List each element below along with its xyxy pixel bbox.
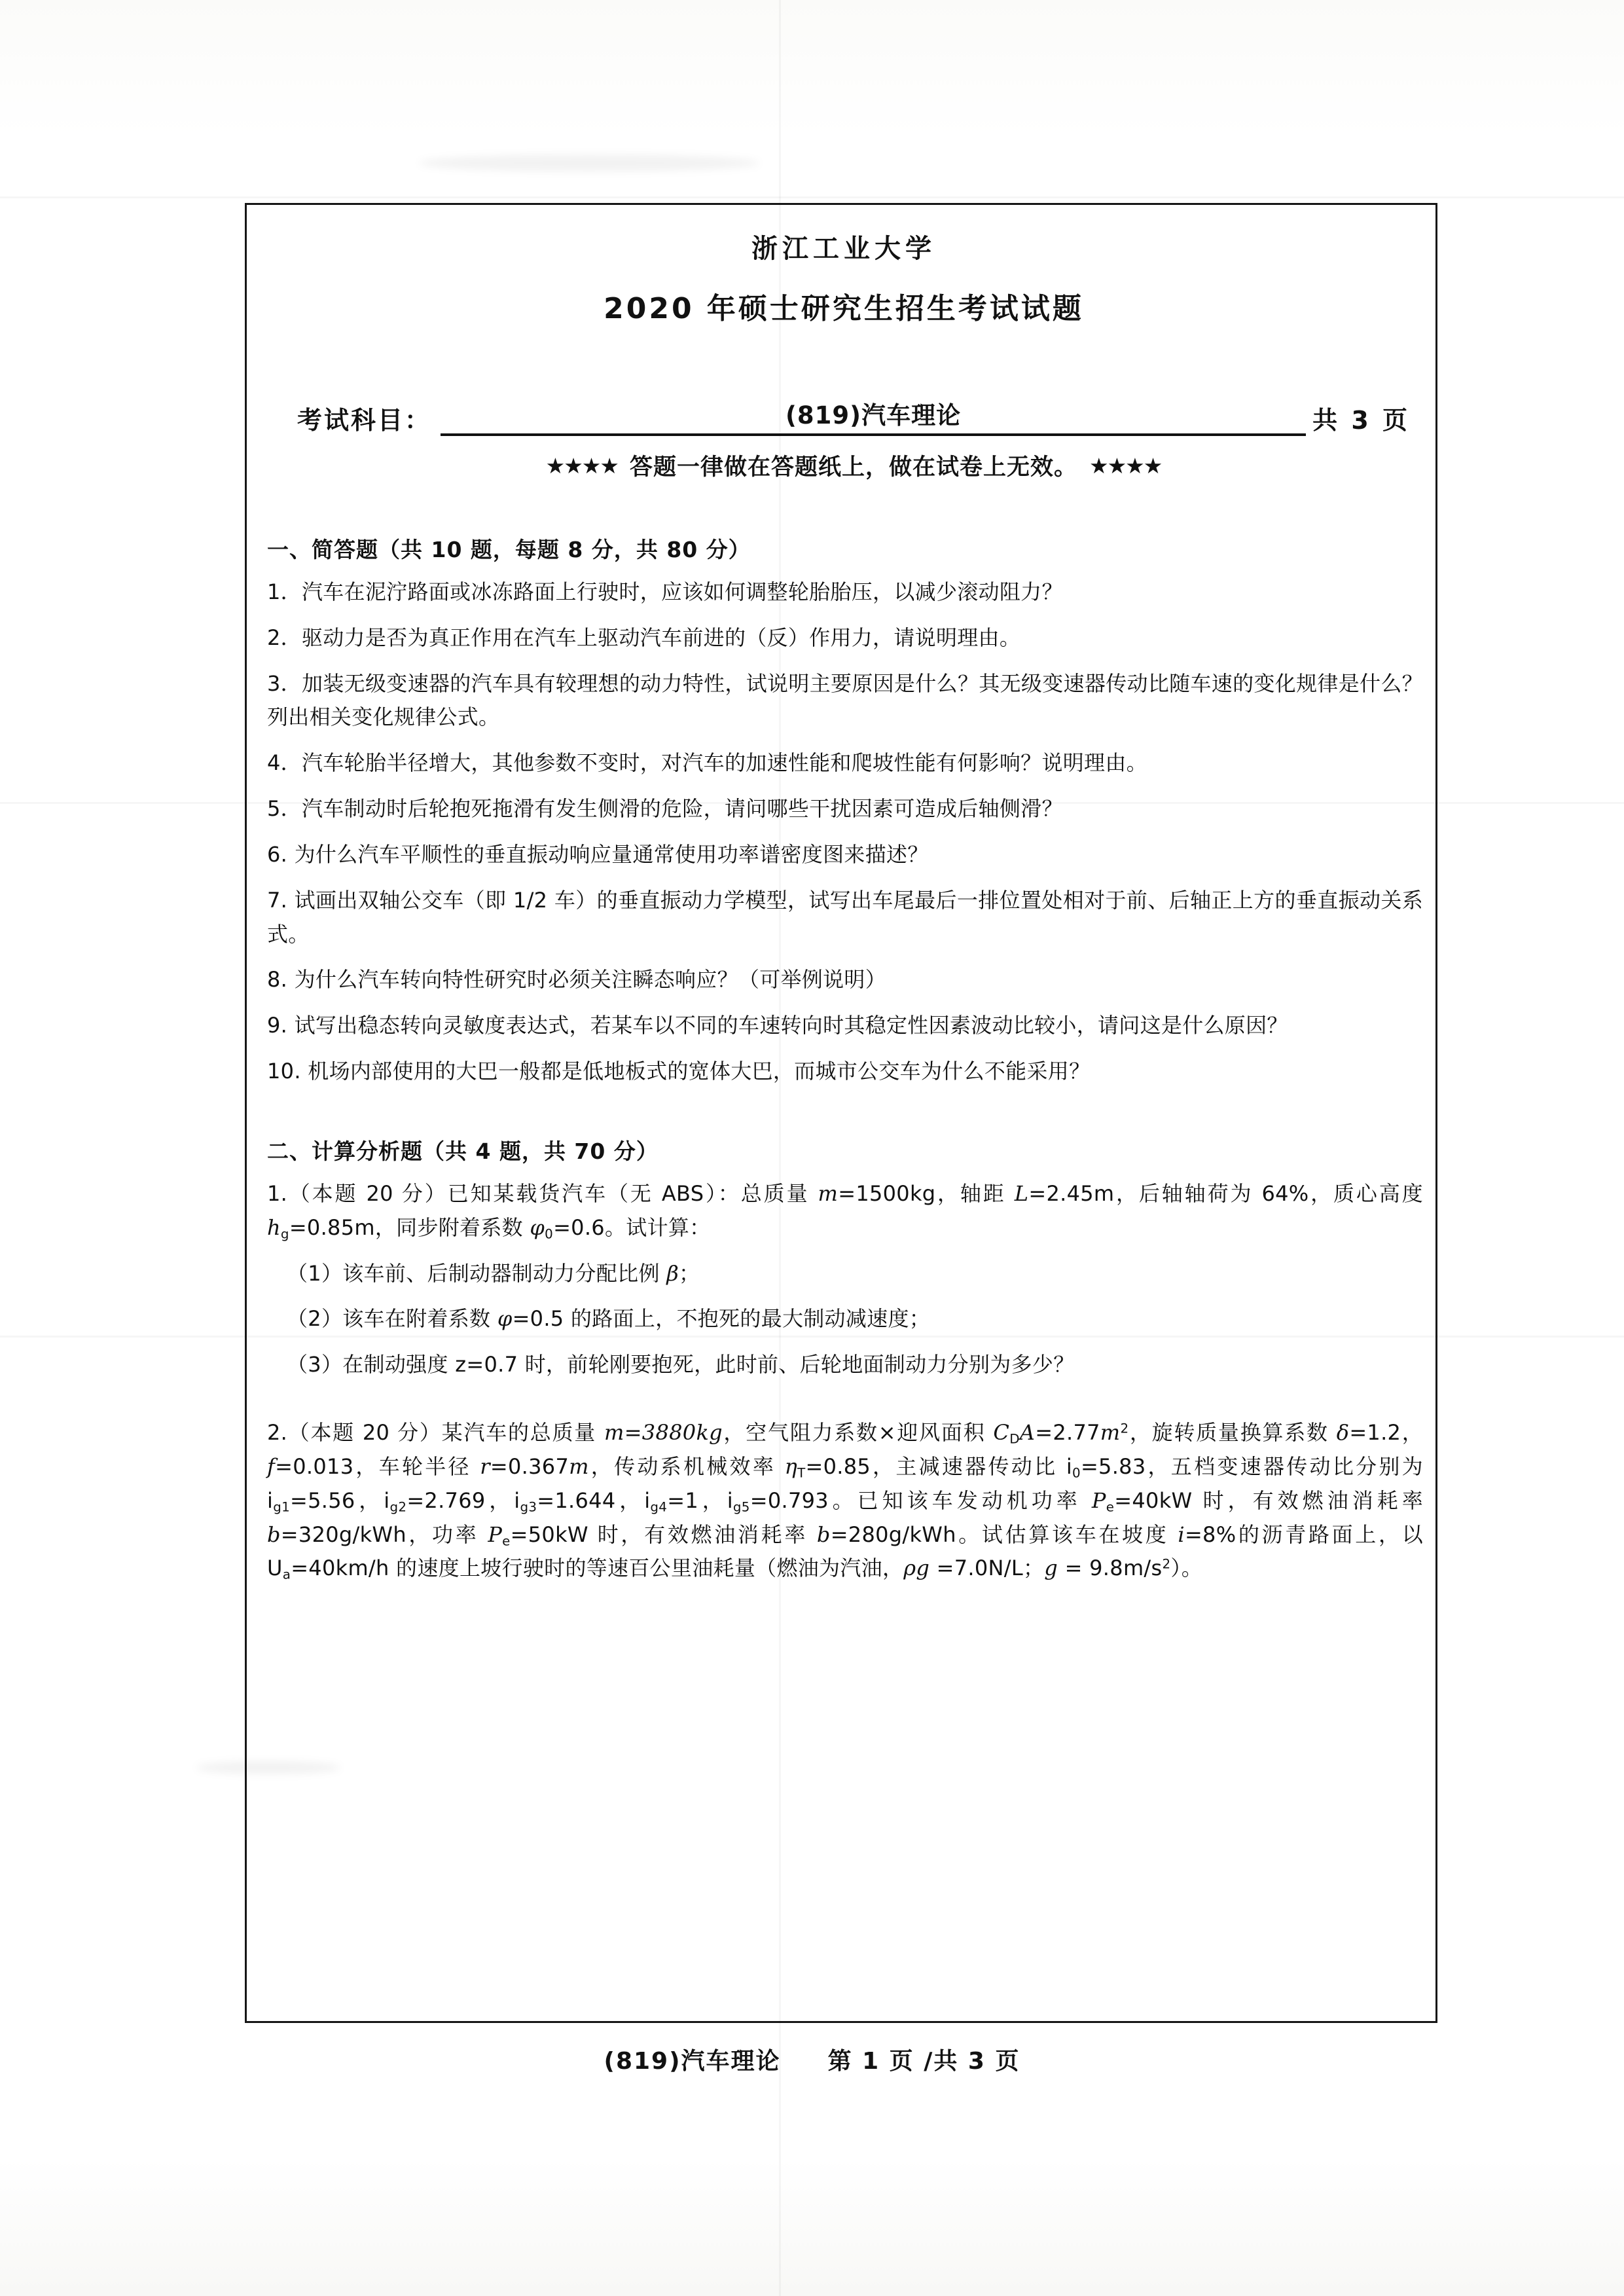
- p1-val-m: =1500kg，轴距: [838, 1180, 1015, 1206]
- p2-val-ig4: =1，i: [667, 1487, 733, 1513]
- p2-val-i0: =5.83，五档变速器传动比分别为 i: [267, 1453, 1423, 1513]
- page-footer: [0, 2043, 1624, 2076]
- p2-sub-D: D: [1009, 1431, 1020, 1447]
- p2-unit-m3: m: [569, 1453, 589, 1479]
- p2-tail: ）。: [1170, 1556, 1202, 1581]
- p1-i2-post: =0.5 的路面上，不抱死的最大制动减速度；: [512, 1306, 931, 1332]
- total-pages-label: 共 3 页: [1312, 406, 1410, 435]
- scan-smudge: [419, 155, 759, 172]
- question-item: 4．汽车轮胎半径增大，其他参数不变时，对汽车的加速性能和爬坡性能有何影响？说明理由。: [267, 750, 1147, 776]
- p1-i1-pre: （1）该车前、后制动器制动力分配比例: [287, 1260, 667, 1286]
- p2-sym-f: f: [267, 1453, 276, 1479]
- problem-1-item-2: [264, 1302, 1423, 1336]
- question-item: 8. 为什么汽车转向特性研究时必须关注瞬态响应？（可举例说明）: [267, 967, 887, 993]
- p2-val-Ua: =40km/h 的速度上坡行驶时的等速百公里油耗量（燃油为汽油，: [291, 1556, 904, 1581]
- footer-page-number: 第 1 页 /共 3 页: [827, 2048, 1020, 2075]
- p2-sym-i: i: [1178, 1522, 1185, 1547]
- question-item: 3．加装无级变速器的汽车具有较理想的动力特性，试说明主要原因是什么？其无级变速器传动比随车速的变化规律是什么？列出相关变化规律公式。: [267, 670, 1423, 730]
- p1-i1-sym: β: [666, 1260, 679, 1286]
- p2-sub-i0: 0: [1072, 1465, 1081, 1481]
- p1-val-phi0: =0.6。试计算：: [553, 1214, 711, 1240]
- university-name: 浙江工业大学: [751, 234, 936, 264]
- p2-sym-CD: C: [993, 1420, 1010, 1446]
- p2-sub-e2: e: [502, 1533, 511, 1549]
- p1-sub-0: 0: [545, 1226, 554, 1242]
- p1-sym-L: L: [1014, 1180, 1029, 1206]
- p2-sym-m: m: [604, 1420, 624, 1446]
- problem-2-stem: [264, 1416, 1423, 1586]
- p2-sym-eta: η: [784, 1453, 798, 1479]
- p2-sub-ig5: g5: [732, 1499, 750, 1515]
- exam-title: 2020 年硕士研究生招生考试试题: [604, 292, 1084, 325]
- spacer: [264, 1382, 1423, 1404]
- p2-val-f: =0.013，车轮半径: [275, 1453, 480, 1479]
- p2-val-ig1: =5.56，i: [290, 1487, 390, 1513]
- p2-text-2: ，空气阻力系数×迎风面积: [722, 1420, 994, 1446]
- star-decoration-left: ★★★★: [545, 452, 618, 479]
- p1-text-a: 1.（本题 20 分）已知某载货汽车（无 ABS）：总质量: [267, 1180, 818, 1206]
- question-item: 7. 试画出双轴公交车（即 1/2 车）的垂直振动力学模型，试写出车尾最后一排位置处相对于前、后轴正上方的垂直振动关系式。: [267, 887, 1423, 947]
- p2-val-ig5: =0.793。已知该车发动机功率: [749, 1487, 1092, 1513]
- p2-val-ig3: =1.644，i: [537, 1487, 651, 1513]
- p2-sym-Pe2: P: [488, 1522, 503, 1547]
- p2-sub-ig4: g4: [650, 1499, 668, 1515]
- p2-unit-m: m: [1100, 1420, 1121, 1446]
- p2-sym-g: g: [1044, 1556, 1058, 1581]
- question-item: 6. 为什么汽车平顺性的垂直振动响应量通常使用功率谱密度图来描述？: [267, 841, 929, 867]
- p2-val-b2: =280g/kWh。试估算该车在坡度: [830, 1522, 1178, 1547]
- problem-1-stem: [264, 1177, 1423, 1245]
- p1-val-L: =2.45m，后轴轴荷为 64%，质心高度: [1028, 1180, 1423, 1206]
- p2-sub-ig2: g2: [389, 1499, 407, 1515]
- p2-sub-a: a: [282, 1567, 291, 1582]
- question-item: 2．驱动力是否为真正作用在汽车上驱动汽车前进的（反）作用力，请说明理由。: [267, 625, 1021, 650]
- p2-sub-e1: e: [1106, 1499, 1115, 1515]
- p1-i3-pre: （3）在制动强度 z=0.7 时，前轮刚要抱死，此时前、后轮地面制动力分别为多少？: [287, 1352, 1075, 1377]
- p2-sym-rho: ρg: [903, 1556, 930, 1581]
- p1-i2-sym: φ: [497, 1306, 513, 1332]
- p2-val-r: =0.367: [490, 1453, 569, 1479]
- p1-val-hg: =0.85m，同步附着系数: [289, 1214, 530, 1240]
- p2-val-Pe1: =40kW 时，有效燃油消耗率: [1114, 1487, 1424, 1513]
- p1-sym-m: m: [818, 1180, 839, 1206]
- p1-sym-phi0: φ: [530, 1214, 545, 1240]
- p2-val-i: =8%的沥青路面上，以 U: [267, 1522, 1424, 1581]
- section-two-heading: 二、计算分析题（共 4 题，共 70 分）: [267, 1138, 659, 1164]
- p2-val-Pe2: =50kW 时，有效燃油消耗率: [510, 1522, 817, 1547]
- p1-sub-g: g: [280, 1226, 289, 1242]
- p2-sym-b2: b: [816, 1522, 831, 1547]
- p2-text-1: 2.（本题 20 分）某汽车的总质量: [267, 1420, 605, 1446]
- p2-val-rho: =7.0N/L；: [929, 1556, 1045, 1581]
- subject-label: 考试科目：: [297, 406, 432, 435]
- p2-text-3: ，旋转质量换算系数: [1128, 1420, 1337, 1446]
- subject-value: (819)汽车理论: [441, 395, 1306, 436]
- p2-sym-A: A: [1019, 1420, 1036, 1446]
- section-one-heading: 一、简答题（共 10 题，每题 8 分，共 80 分）: [267, 537, 751, 562]
- p2-sup-g2: 2: [1162, 1557, 1171, 1573]
- answer-notice: [264, 449, 1423, 482]
- problem-1-item-3: [264, 1348, 1423, 1382]
- p2-val-ig2: =2.769，i: [406, 1487, 520, 1513]
- p2-sym-b1: b: [267, 1522, 281, 1547]
- p1-i1-post: ；: [679, 1260, 700, 1286]
- p2-val-delta: =1.2，: [1349, 1420, 1423, 1446]
- p2-sym-r: r: [480, 1453, 490, 1479]
- p2-sub-ig1: g1: [273, 1499, 291, 1515]
- p1-sym-hg: h: [267, 1214, 281, 1240]
- p2-sup-2: 2: [1120, 1421, 1129, 1436]
- p2-unit-kg: kg: [696, 1420, 723, 1446]
- p2-val-m: =3880: [624, 1420, 696, 1446]
- question-item: 9. 试写出稳态转向灵敏度表达式，若某车以不同的车速转向时其稳定性因素波动比较小，请问这是什么原因？: [267, 1013, 1288, 1038]
- p2-val-g: = 9.8m/s: [1058, 1556, 1163, 1581]
- footer-subject: (819)汽车理论: [604, 2048, 781, 2075]
- notice-text: 答题一律做在答题纸上，做在试卷上无效。: [629, 454, 1077, 481]
- p2-sub-T: T: [797, 1465, 806, 1481]
- p2-val-eta: =0.85，主减速器传动比 i: [805, 1453, 1073, 1479]
- subject-row: [264, 395, 1423, 436]
- p1-i2-pre: （2）该车在附着系数: [287, 1306, 497, 1332]
- problem-1-item-1: [264, 1257, 1423, 1291]
- question-item: 10. 机场内部使用的大巴一般都是低地板式的宽体大巴，而城市公交车为什么不能采用？: [267, 1059, 1091, 1084]
- question-item: 5．汽车制动时后轮抱死拖滑有发生侧滑的危险，请问哪些干扰因素可造成后轴侧滑？: [267, 796, 1063, 822]
- p2-sub-ig3: g3: [520, 1499, 537, 1515]
- p2-val-CDA: =2.77: [1035, 1420, 1100, 1446]
- p2-sym-delta: δ: [1336, 1420, 1350, 1446]
- scan-crease: [0, 196, 1624, 198]
- question-item: 1．汽车在泥泞路面或冰冻路面上行驶时，应该如何调整轮胎胎压，以减少滚动阻力？: [267, 579, 1063, 604]
- p2-sym-Pe1: P: [1091, 1487, 1106, 1513]
- p2-text-4: ，传动系机械效率: [588, 1453, 785, 1479]
- exam-page-content: [264, 216, 1423, 1586]
- p2-val-b1: =320g/kWh，功率: [280, 1522, 488, 1547]
- star-decoration-right: ★★★★: [1089, 452, 1162, 479]
